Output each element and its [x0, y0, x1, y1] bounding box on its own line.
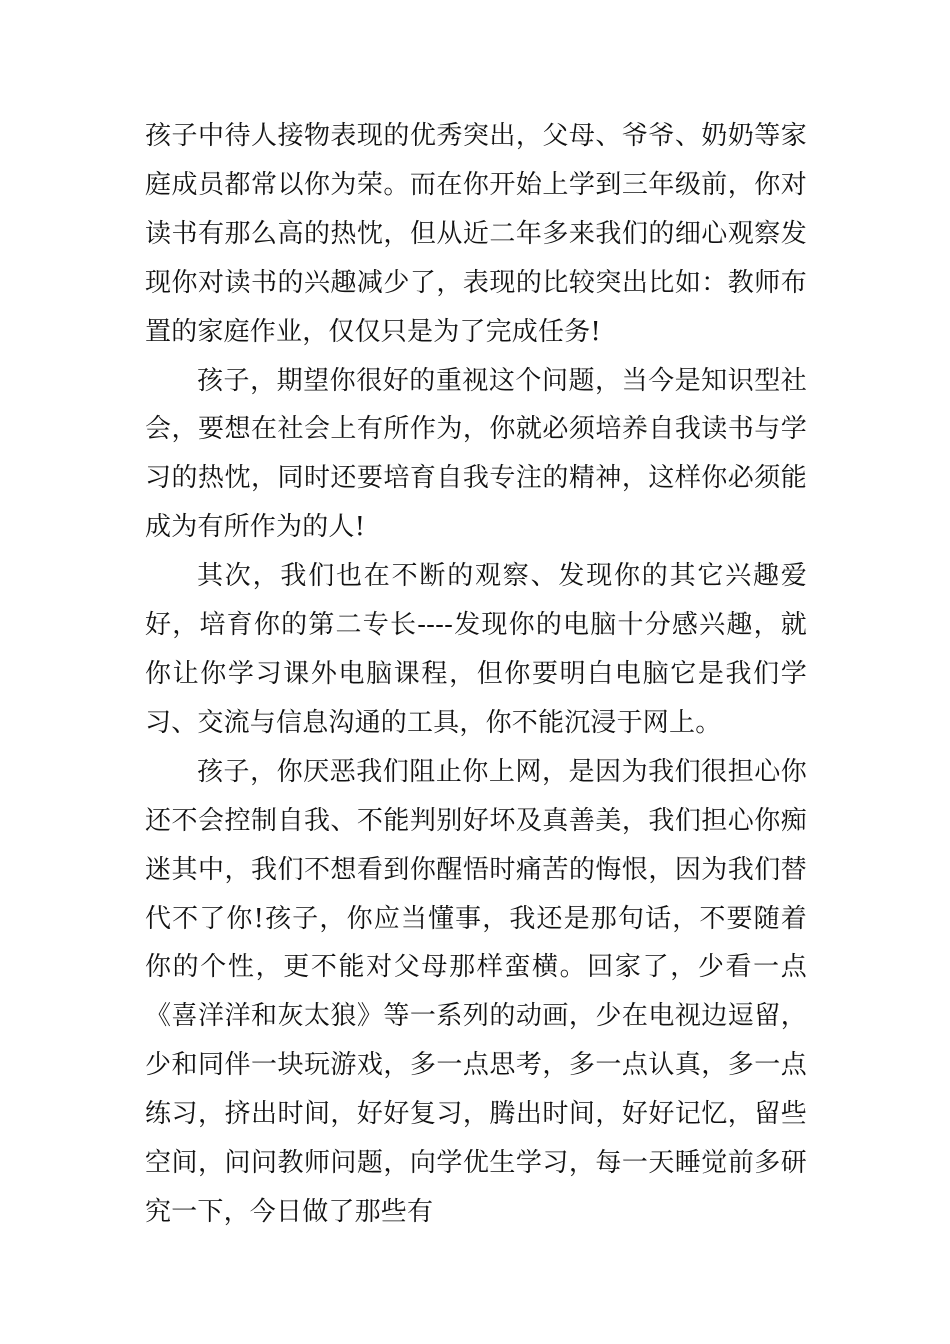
document-body — [145, 112, 807, 1237]
paragraph-2: 孩子，期望你很好的重视这个问题，当今是知识型社会，要想在社会上有所作为，你就必须培养自我读书与学习的热忱，同时还要培育自我专注的精神，这样你必须能成为有所作为的人! — [145, 365, 807, 543]
paragraph-4: 孩子，你厌恶我们阻止你上网，是因为我们很担心你还不会控制自我、不能判别好坏及真善美，我们担心你痴迷其中，我们不想看到你醒悟时痛苦的悔恨，因为我们替代不了你!孩子，你应当懂事，我还是那句话，不要随着你的个性，更不能对父母那样蛮横。回家了，少看一点《喜洋洋和灰太狼》等一系列的动画，少在电视边逗留，少和同伴一块玩游戏，多一点思考，多一点认真，多一点练习，挤出时间，好好复习，腾出时间，好好记忆，留些空间，问问教师问题，向学优生学习，每一天睡觉前多研究一下，今日做了那些有 — [145, 756, 807, 1227]
paragraph-1: 孩子中待人接物表现的优秀突出，父母、爷爷、奶奶等家庭成员都常以你为荣。而在你开始上学到三年级前，你对读书有那么高的热忱，但从近二年多来我们的细心观察发现你对读书的兴趣减少了，表现的比较突出比如：教师布置的家庭作业，仅仅只是为了完成任务! — [145, 121, 807, 347]
paragraph-3: 其次，我们也在不断的观察、发现你的其它兴趣爱好，培育你的第二专长----发现你的电脑十分感兴趣，就你让你学习课外电脑课程，但你要明白电脑它是我们学习、交流与信息沟通的工具，你不能沉浸于网上。 — [145, 561, 807, 738]
